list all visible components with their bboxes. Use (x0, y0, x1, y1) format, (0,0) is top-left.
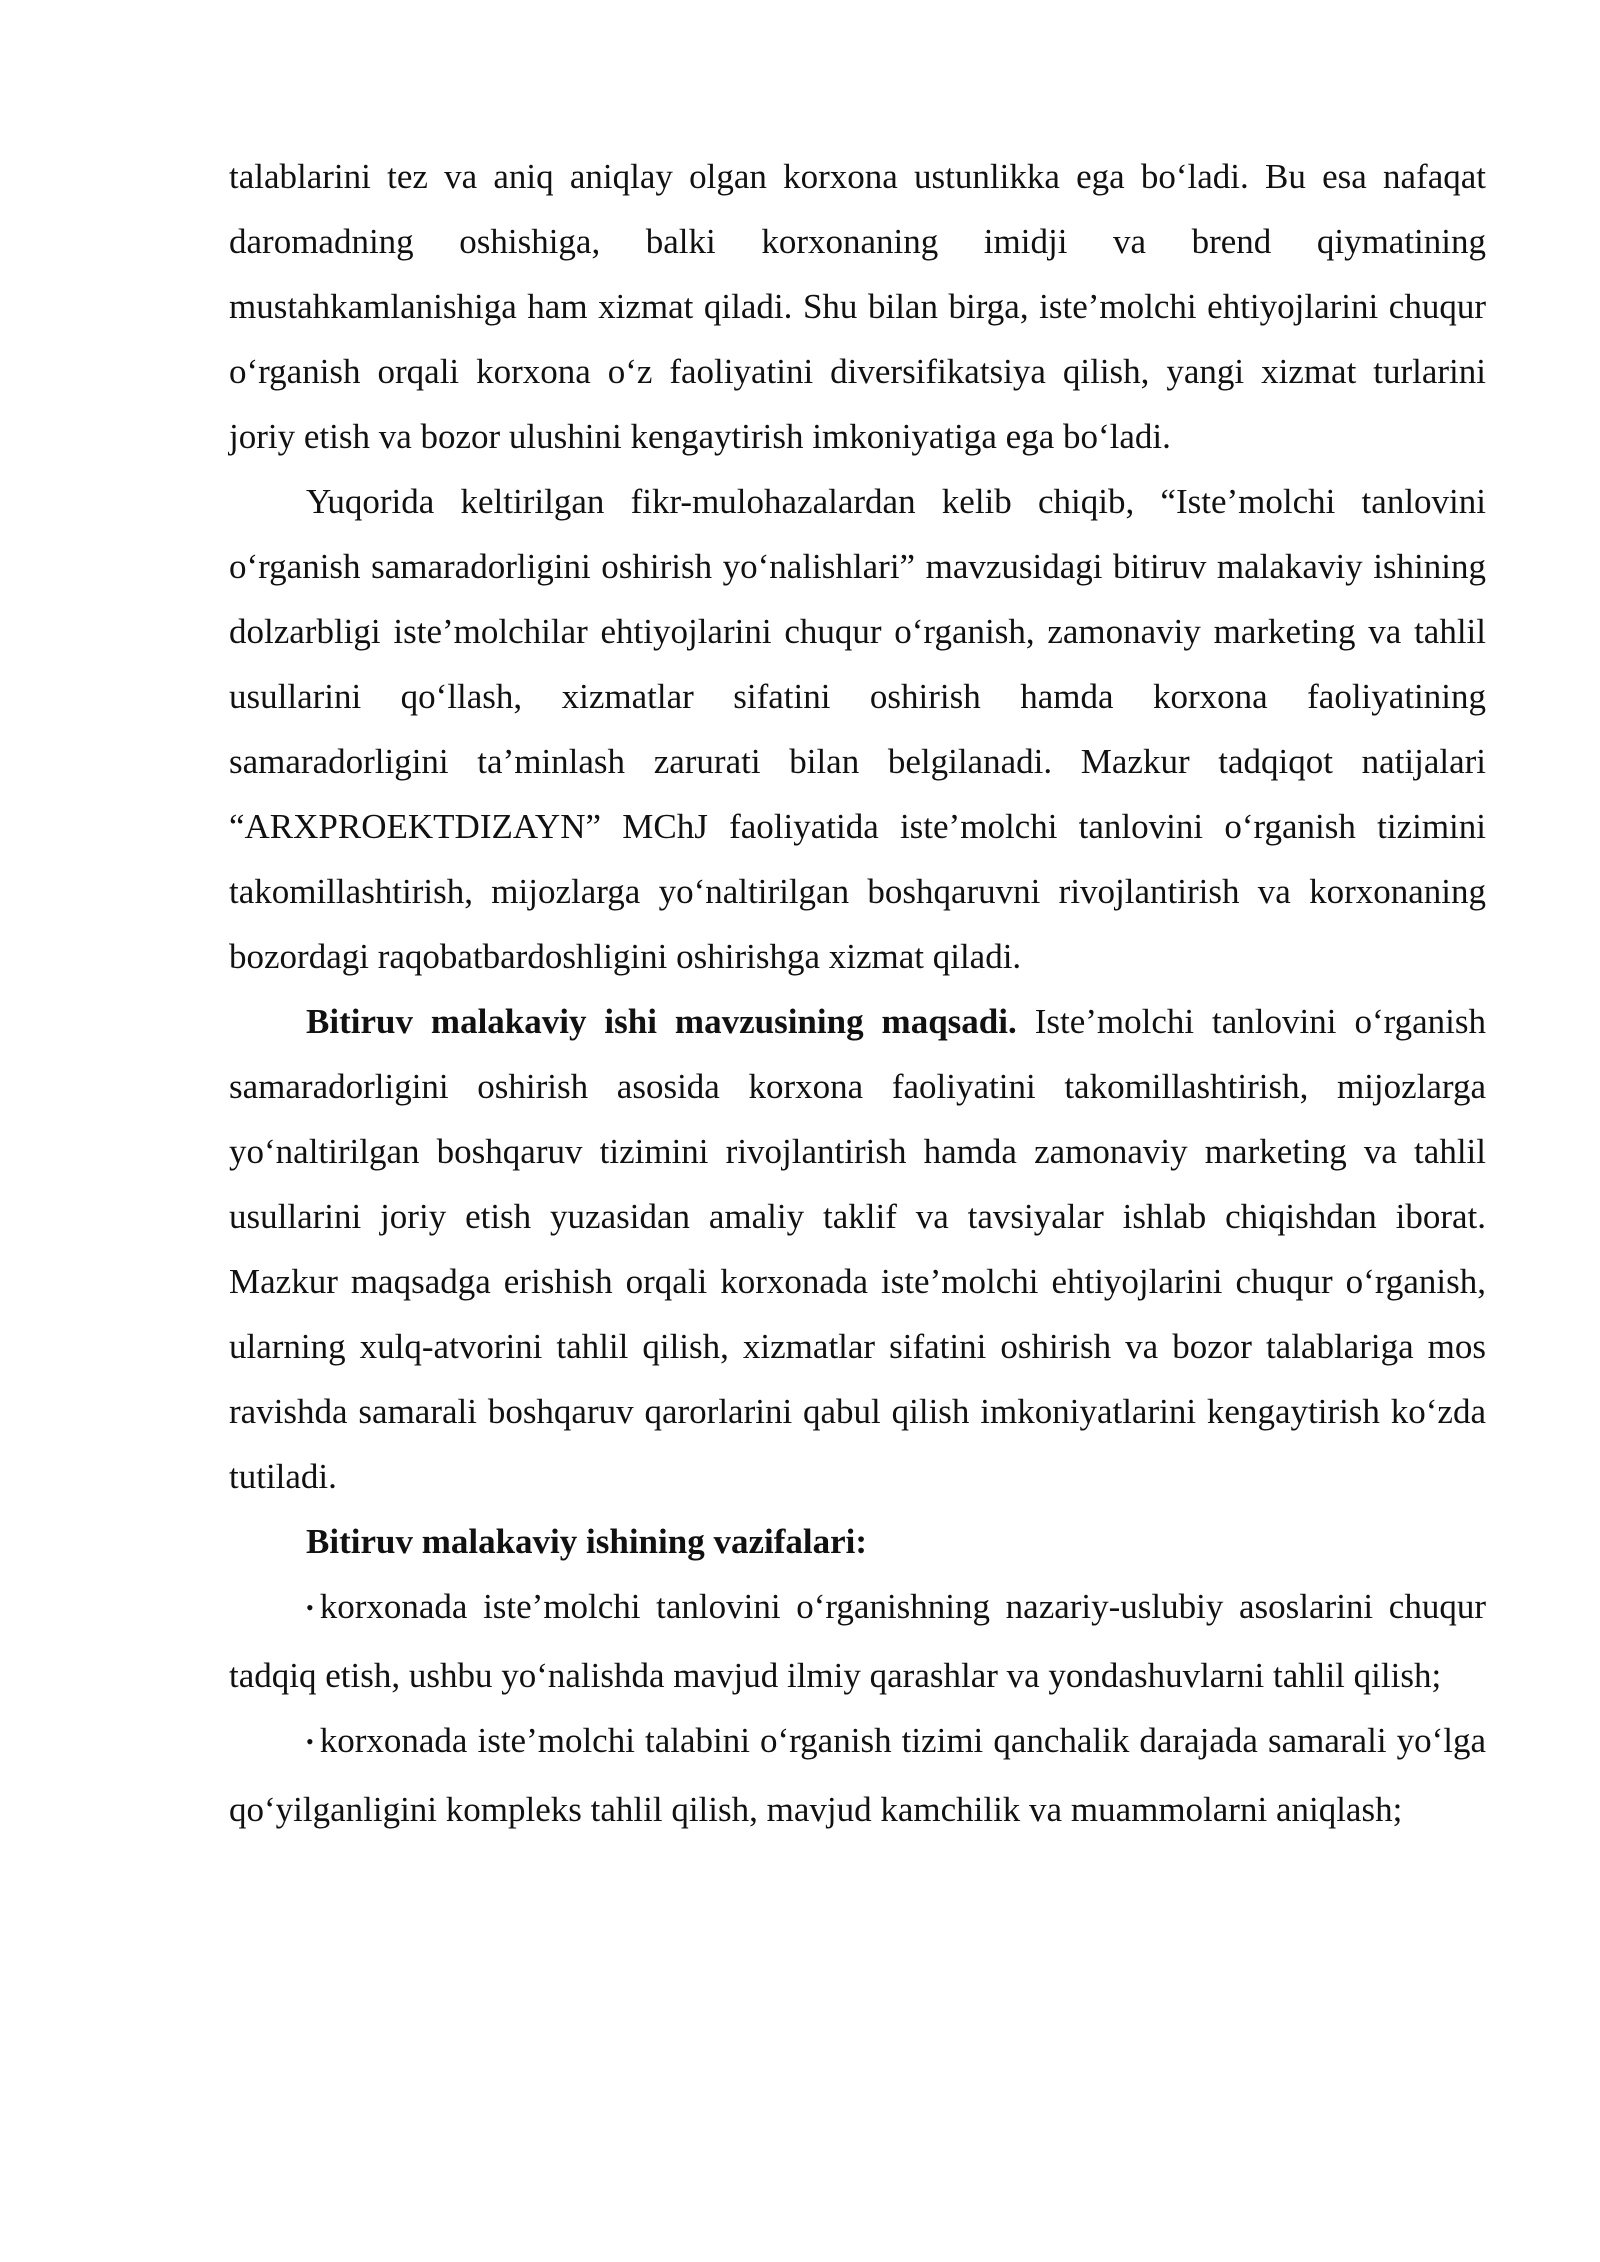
paragraph-intro-continuation: talablarini tez va aniq aniqlay olgan korxona ustunlikka ega bo‘ladi. Bu esa nafaqat daromadning oshishiga, balki korxonaning imidji va brend qiymatining mustahkamlanishiga ham xizmat qiladi. Shu bilan birga, iste’molchi ehtiyojlarini chuqur o‘rganish orqali korxona o‘z faoliyatini diversifikatsiya qilish, yangi xizmat turlarini joriy etish va bozor ulushini kengaytirish imkoniyatiga ega bo‘ladi. (229, 157, 1486, 456)
tasks-heading: Bitiruv malakaviy ishining vazifalari: (306, 1522, 868, 1561)
task-list-item (229, 1574, 1486, 1708)
goal-heading: Bitiruv malakaviy ishi mavzusining maqsadi. (306, 1002, 1017, 1041)
task-item-text: korxonada iste’molchi tanlovini o‘rganishning nazariy-uslubiy asoslarini chuqur tadqiq etish, ushbu yo‘nalishda mavjud ilmiy qarashlar va yondashuvlarni tahlil qilish; (229, 1587, 1486, 1695)
paragraph-relevance: Yuqorida keltirilgan fikr-mulohazalardan kelib chiqib, “Iste’molchi tanlovini o‘rganish samaradorligini oshirish yo‘nalishlari” mavzusidagi bitiruv malakaviy ishining dolzarbligi iste’molchilar ehtiyojlarini chuqur o‘rganish, zamonaviy marketing va tahlil usullarini qo‘llash, xizmatlar sifatini oshirish hamda korxona faoliyatining samaradorligini ta’minlash zarurati bilan belgilanadi. Mazkur tadqiqot natijalari “ARXPROEKTDIZAYN” MChJ faoliyatida iste’molchi tanlovini o‘rganish tizimini takomillashtirish, mijozlarga yo‘naltirilgan boshqaruvni rivojlantirish va korxonaning bozordagi raqobatbardoshligini oshirishga xizmat qiladi. (229, 482, 1486, 976)
paragraph-goal (229, 989, 1486, 1509)
bullet-icon: • (306, 1595, 314, 1620)
goal-body: Iste’molchi tanlovini o‘rganish samaradorligini oshirish asosida korxona faoliyatini takomillashtirish, mijozlarga yo‘naltirilgan boshqaruv tizimini rivojlantirish hamda zamonaviy marketing va tahlil usullarini joriy etish yuzasidan amaliy taklif va tavsiyalar ishlab chiqishdan iborat. Mazkur maqsadga erishish orqali korxonada iste’molchi ehtiyojlarini chuqur o‘rganish, ularning xulq-atvorini tahlil qilish, xizmatlar sifatini oshirish va bozor talablariga mos ravishda samarali boshqaruv qarorlarini qabul qilish imkoniyatlarini kengaytirish ko‘zda tutiladi. (229, 1002, 1486, 1496)
document-page (229, 144, 1486, 1842)
task-list-item (229, 1708, 1486, 1842)
bullet-icon: • (306, 1729, 314, 1754)
task-item-text: korxonada iste’molchi talabini o‘rganish tizimi qanchalik darajada samarali yo‘lga qo‘yilganligini kompleks tahlil qilish, mavjud kamchilik va muammolarni aniqlash; (229, 1721, 1486, 1829)
